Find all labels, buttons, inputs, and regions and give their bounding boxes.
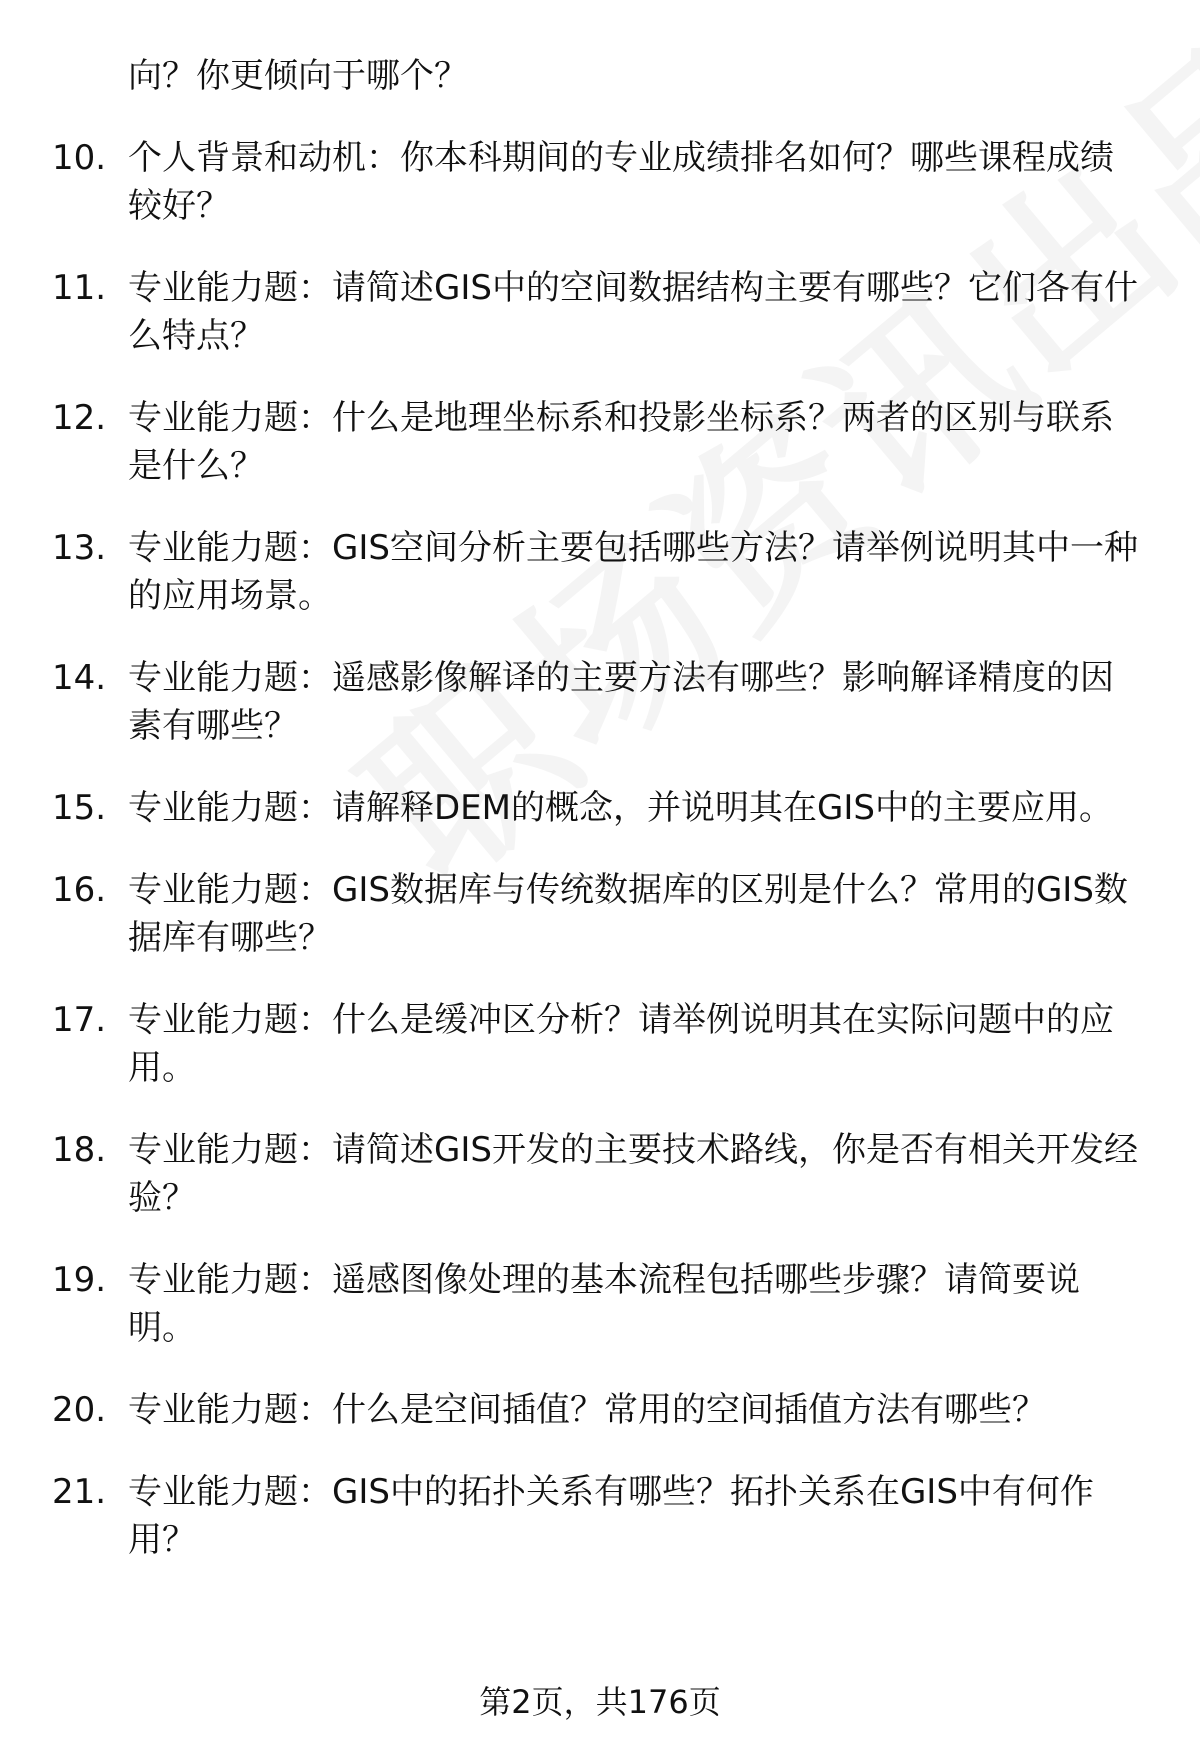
item-text: 专业能力题：遥感图像处理的基本流程包括哪些步骤？请简要说明。 <box>128 1260 1080 1348</box>
item-number: 14. <box>52 658 107 698</box>
item-number: 16. <box>52 870 107 910</box>
list-item <box>0 264 1200 360</box>
item-number: 17. <box>52 1000 107 1040</box>
continued-text: 向？你更倾向于哪个？ <box>128 56 468 96</box>
list-item <box>0 1468 1200 1564</box>
item-text: 专业能力题：什么是空间插值？常用的空间插值方法有哪些？ <box>128 1390 1046 1430</box>
item-text: 专业能力题：遥感影像解译的主要方法有哪些？影响解译精度的因素有哪些？ <box>128 658 1114 746</box>
item-text: 专业能力题：GIS中的拓扑关系有哪些？拓扑关系在GIS中有何作用？ <box>128 1472 1094 1560</box>
page-footer: 第2页，共176页 <box>479 1683 721 1721</box>
list-item <box>0 866 1200 962</box>
item-text: 个人背景和动机：你本科期间的专业成绩排名如何？哪些课程成绩较好？ <box>128 138 1114 226</box>
item-number: 11. <box>52 268 107 308</box>
list-item <box>0 134 1200 230</box>
item-number: 20. <box>52 1390 107 1430</box>
list-item <box>0 1126 1200 1222</box>
list-item <box>0 654 1200 750</box>
item-text: 专业能力题：请解释DEM的概念，并说明其在GIS中的主要应用。 <box>128 788 1113 828</box>
item-number: 19. <box>52 1260 107 1300</box>
list-item <box>0 784 1200 832</box>
list-item <box>0 394 1200 490</box>
item-text: 专业能力题：请简述GIS中的空间数据结构主要有哪些？它们各有什么特点？ <box>128 268 1138 356</box>
item-text: 专业能力题：什么是缓冲区分析？请举例说明其在实际问题中的应用。 <box>128 1000 1114 1088</box>
item-number: 21. <box>52 1472 107 1512</box>
item-number: 13. <box>52 528 107 568</box>
item-text: 专业能力题：什么是地理坐标系和投影坐标系？两者的区别与联系是什么？ <box>128 398 1114 486</box>
item-number: 15. <box>52 788 107 828</box>
list-item <box>0 996 1200 1092</box>
item-number: 12. <box>52 398 107 438</box>
item-number: 10. <box>52 138 107 178</box>
item-text: 专业能力题：请简述GIS开发的主要技术路线，你是否有相关开发经验？ <box>128 1130 1138 1218</box>
question-list <box>0 52 1200 1598</box>
item-number: 18. <box>52 1130 107 1170</box>
list-item <box>0 1386 1200 1434</box>
list-item <box>0 524 1200 620</box>
list-item <box>0 1256 1200 1352</box>
item-text: 专业能力题：GIS空间分析主要包括哪些方法？请举例说明其中一种的应用场景。 <box>128 528 1138 616</box>
item-text: 专业能力题：GIS数据库与传统数据库的区别是什么？常用的GIS数据库有哪些？ <box>128 870 1128 958</box>
